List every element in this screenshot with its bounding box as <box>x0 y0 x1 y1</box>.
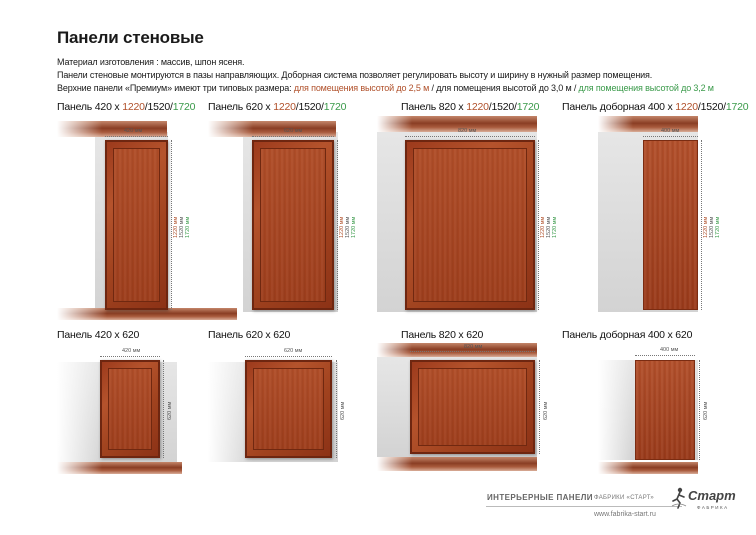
width-dim: 420 мм <box>122 348 141 354</box>
wall-panel-flat <box>635 360 695 460</box>
wall-panel <box>105 140 168 310</box>
footer-factory: ФАБРИКИ «СТАРТ» <box>594 495 655 501</box>
footer-divider <box>486 506 682 507</box>
panel-label-620: Панель 620 х 1220/1520/1720 <box>208 101 347 113</box>
panel-label-420: Панель 420 х 1220/1520/1720 <box>57 101 196 113</box>
width-dim: 420 мм <box>124 128 143 134</box>
panel-label-820: Панель 820 х 1220/1520/1720 <box>401 101 540 113</box>
height-dim: 620 мм <box>543 401 549 420</box>
height-dim: 620 мм <box>167 401 173 420</box>
footer-brand: ИНТЕРЬЕРНЫЕ ПАНЕЛИ <box>487 493 593 502</box>
mounting-line: Панели стеновые монтируются в пазы направляющих. Доборная система позволяет регулировать высоту и ширину в нужный размер помещения. <box>57 70 653 80</box>
width-dim: 620 мм <box>284 348 303 354</box>
width-dim: 400 мм <box>661 128 680 134</box>
material-line: Материал изготовления : массив, шпон ясеня. <box>57 57 245 67</box>
sizes-line: Верхние панели «Премиум» имеют три типовых размера: для помещения высотой до 2,5 м / для помещения высотой до 3,0 м / для помещения высотой до 3,2 м <box>57 83 714 93</box>
logo: Старт <box>688 488 736 503</box>
page-title: Панели стеновые <box>57 28 204 47</box>
wall-panel <box>100 360 160 458</box>
logo-subtitle: ФАБРИКА <box>697 505 729 510</box>
height-dim: 620 мм <box>340 401 346 420</box>
footer-url: www.fabrika-start.ru <box>594 511 656 518</box>
panel-label-400x620: Панель доборная 400 х 620 <box>562 329 693 341</box>
wall-panel <box>405 140 535 310</box>
panel-label-820x620: Панель 820 х 620 <box>401 329 484 341</box>
panel-label-420x620: Панель 420 х 620 <box>57 329 140 341</box>
logo-figure-icon <box>671 487 687 509</box>
width-dim: 820 мм <box>458 128 477 134</box>
height-dim-group: 1220 мм <box>173 216 179 238</box>
width-dim: 620 мм <box>284 128 303 134</box>
wall-panel <box>410 360 535 454</box>
height-dim: 620 мм <box>703 401 709 420</box>
wall-panel-flat <box>643 140 698 310</box>
width-dim: 820 мм <box>464 344 483 350</box>
width-dim: 400 мм <box>660 347 679 353</box>
height-dim-group: 1220 мм <box>703 216 709 238</box>
wall-panel <box>252 140 334 310</box>
panel-label-620x620: Панель 620 х 620 <box>208 329 291 341</box>
height-dim-group: 1220 мм <box>339 216 345 238</box>
panel-label-400: Панель доборная 400 х 1220/1520/1720 <box>562 101 749 113</box>
height-dim-group: 1220 мм <box>540 216 546 238</box>
wall-panel <box>245 360 332 458</box>
